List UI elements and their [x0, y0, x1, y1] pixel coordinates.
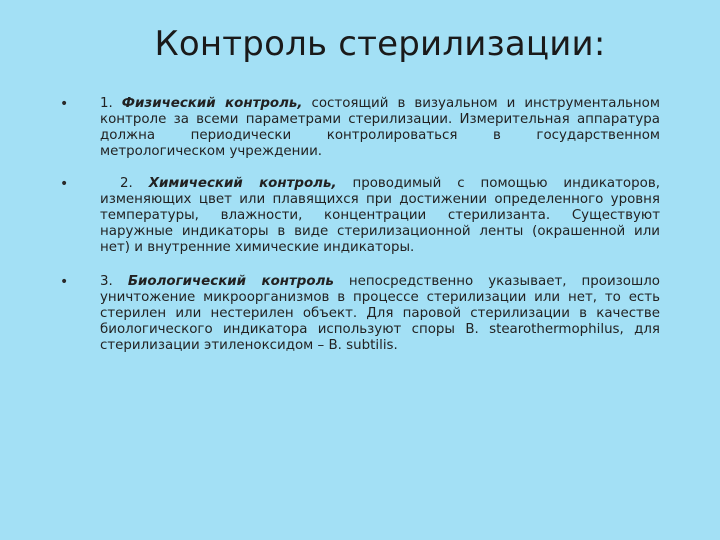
- item-text: состоящий в визуальном и инструментальном контроле за всеми параметрами стерилизации. Измерительная аппаратура должна периодически контролироваться в государственном метрологическом учреждении.: [100, 96, 660, 159]
- bullet-icon: •: [60, 274, 69, 290]
- item-number: 2.: [120, 176, 133, 191]
- item-text: непосредственно указывает, произошло уничтожение микроорганизмов в процессе стерилизации или нет, то есть стерилен или нестерилен объект. Для паровой стерилизации в качестве биологического индикатора используют споры B. stearothermophilus, для стерилизации этиленоксидом – B. subtilis.: [100, 274, 660, 353]
- item-heading: Химический контроль,: [148, 176, 337, 191]
- list-item-physical-control: [60, 96, 660, 160]
- bullet-list: [60, 96, 660, 354]
- item-number: 3.: [100, 274, 113, 289]
- bullet-icon: •: [60, 176, 69, 192]
- item-heading: Биологический контроль: [127, 274, 334, 289]
- item-number: 1.: [100, 96, 113, 111]
- bullet-icon: •: [60, 96, 69, 112]
- list-item-chemical-control: [60, 176, 660, 256]
- slide-title: Контроль стерилизации:: [154, 24, 606, 64]
- item-heading: Физический контроль,: [121, 96, 303, 111]
- list-item-biological-control: [60, 274, 660, 354]
- item-text: проводимый с помощью индикаторов, изменяющих цвет или плавящихся при достижении определенного уровня температуры, влажности, концентрации стерилизанта. Существуют наружные индикаторы в виде стерилизационной ленты (окрашенной или нет) и внутренние химические индикаторы.: [100, 176, 660, 255]
